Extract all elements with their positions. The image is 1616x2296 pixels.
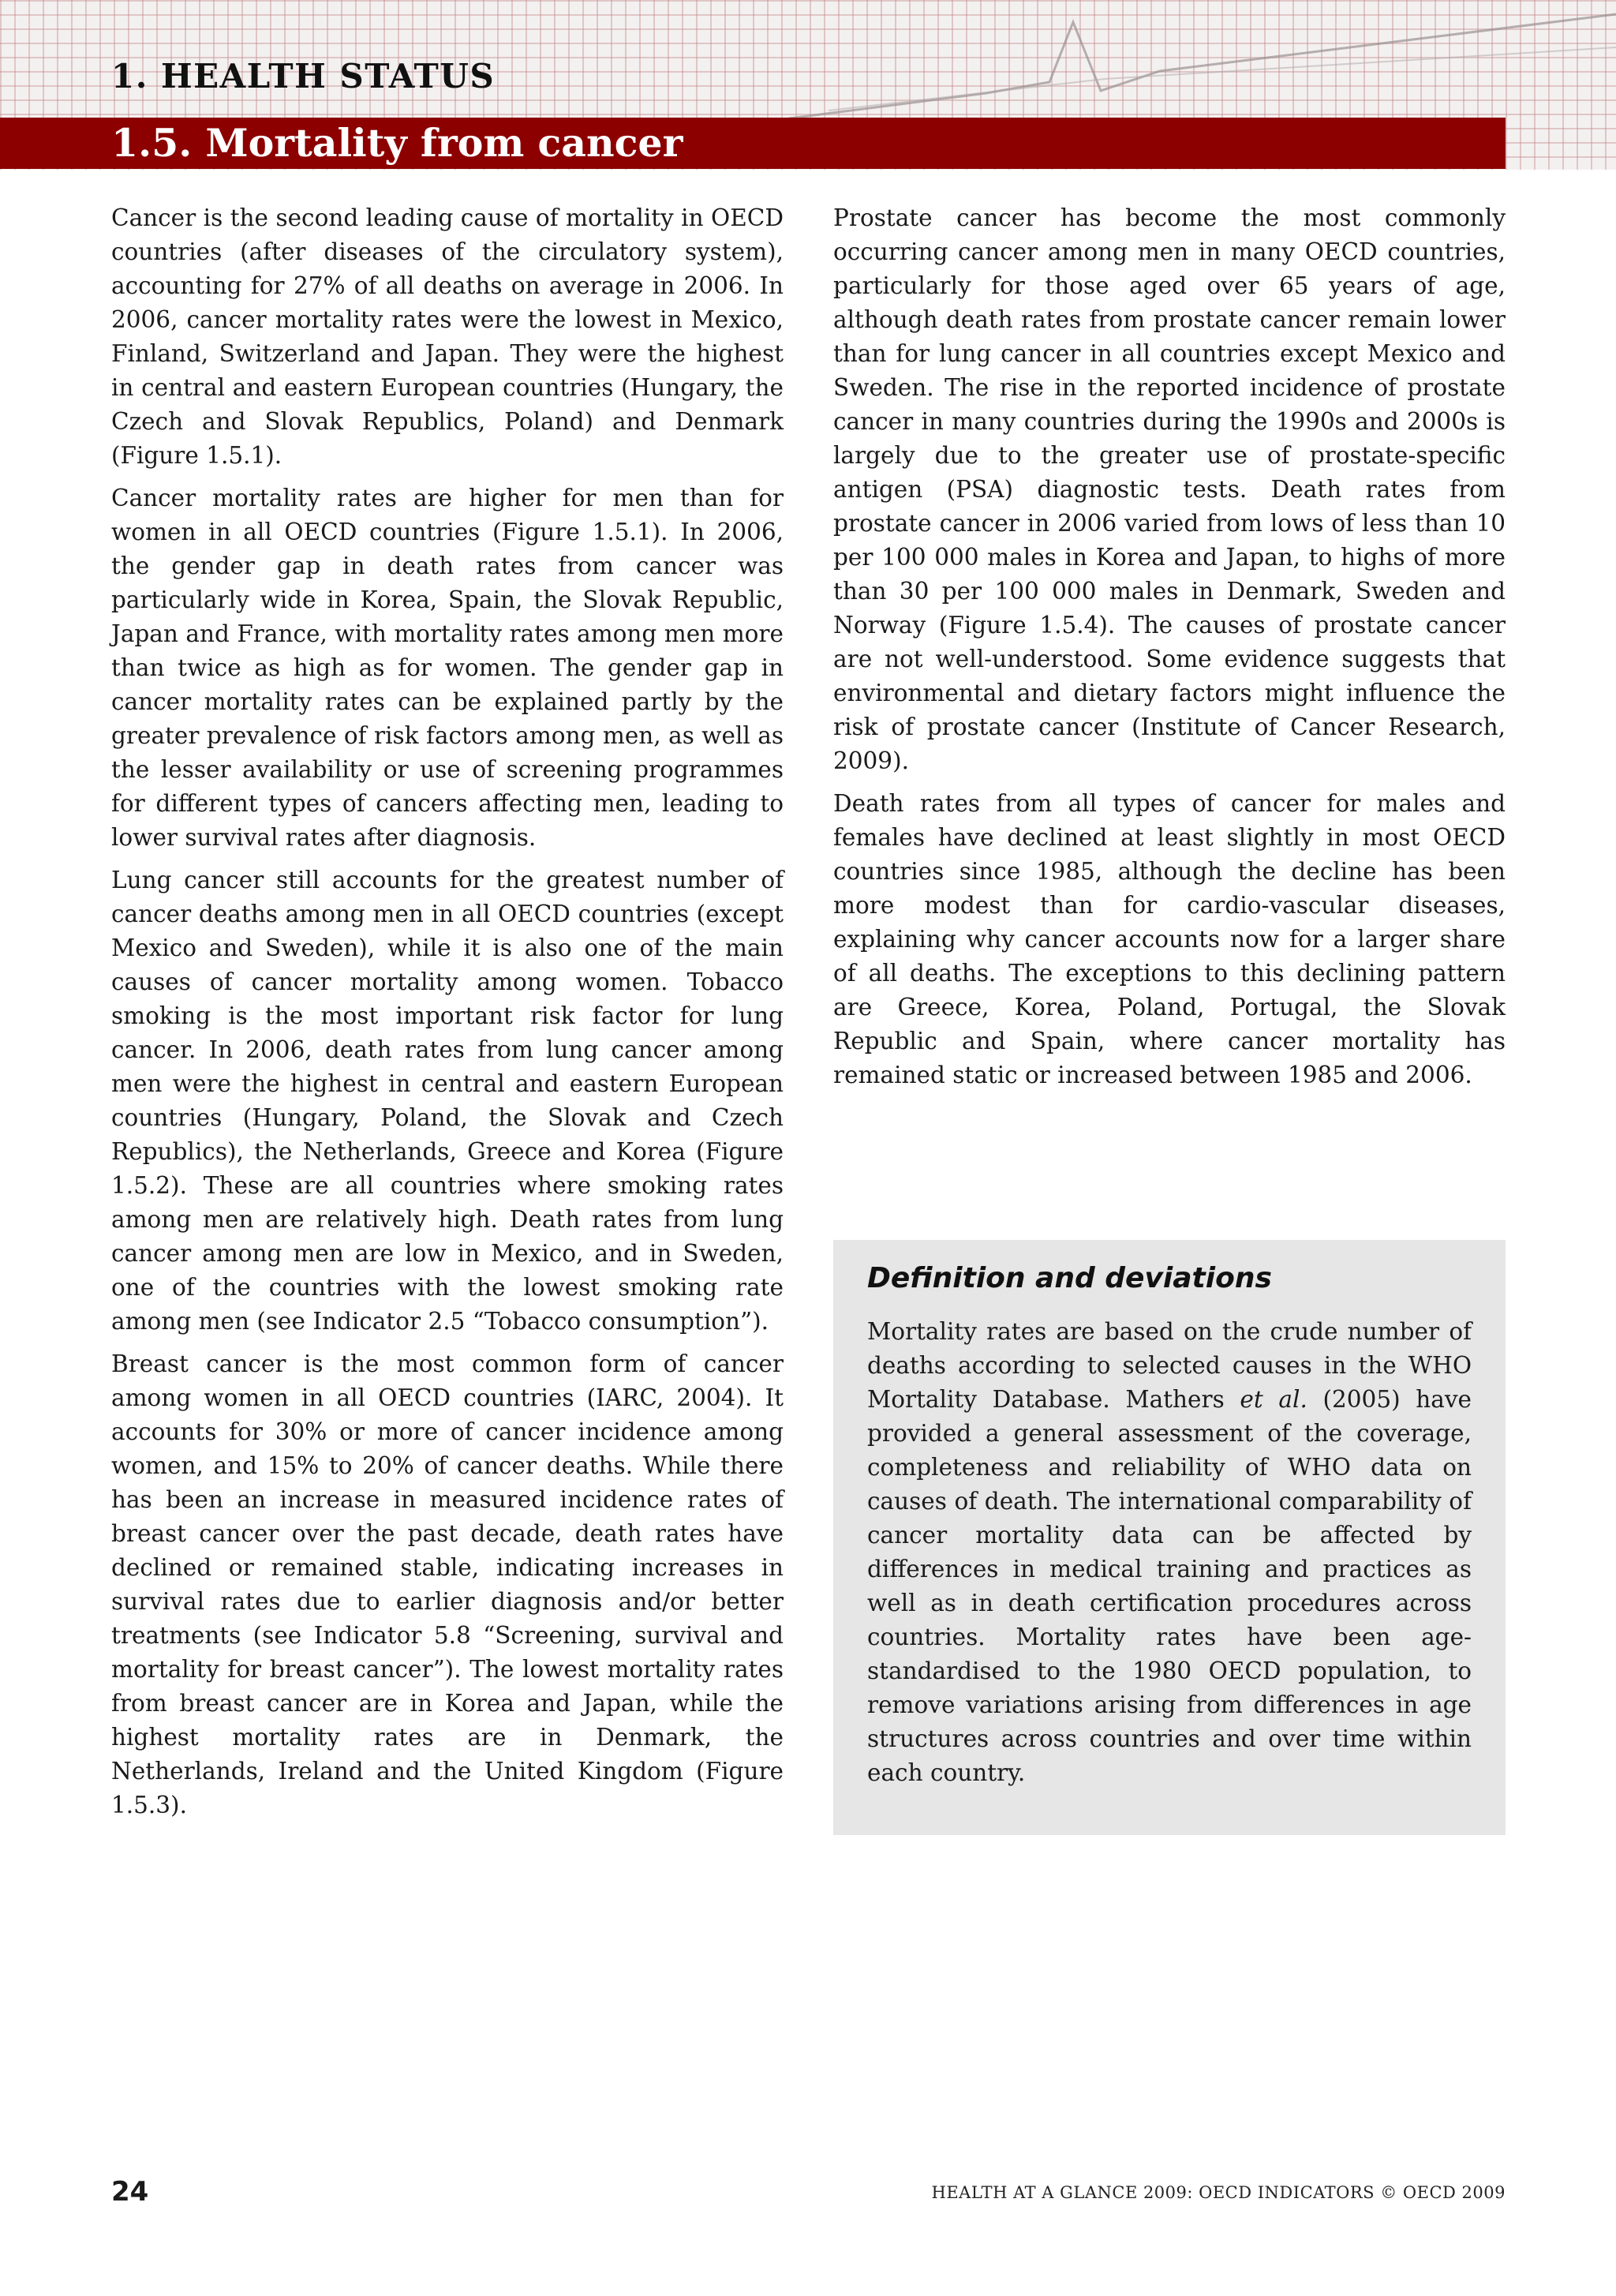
right-column bbox=[833, 201, 1506, 1101]
left-column bbox=[111, 201, 784, 1831]
chapter-title: 1. HEALTH STATUS bbox=[111, 57, 496, 96]
definition-text-part: (2005) have provided a general assessment of the coverage, completeness and reliability of WHO data on causes of death. The international comparability of cancer mortality data can be affected by differences in medical training and practices as well as in death certification procedures across countries. Mortality rates have been age-standardised to the 1980 OECD population, to remove variations arising from differences in age structures across countries and over time within each country. bbox=[867, 1386, 1472, 1786]
definition-text-italic: et al. bbox=[1240, 1386, 1307, 1413]
paragraph: Cancer is the second leading cause of mortality in OECD countries (after diseases of the circulatory system), accounting for 27% of all deaths on average in 2006. In 2006, cancer mortality rates were the lowest in Mexico, Finland, Switzerland and Japan. They were the highest in central and eastern European countries (Hungary, the Czech and Slovak Republics, Poland) and Denmark (Figure 1.5.1). bbox=[111, 204, 784, 469]
footer-publication: HEALTH AT A GLANCE 2009: OECD INDICATORS © OECD 2009 bbox=[931, 2183, 1506, 2202]
paragraph: Death rates from all types of cancer for males and females have declined at least slightly in most OECD countries since 1985, although the decline has been more modest than for cardio-vascular diseases, explaining why cancer accounts now for a larger share of all deaths. The exceptions to this declining pattern are Greece, Korea, Poland, Portugal, the Slovak Republic and Spain, where cancer mortality has remained static or increased between 1985 and 2006. bbox=[833, 790, 1506, 1088]
definition-heading: Definition and deviations bbox=[867, 1262, 1272, 1294]
paragraph: Prostate cancer has become the most commonly occurring cancer among men in many OECD countries, particularly for those aged over 65 years of age, although death rates from prostate cancer remain lower than for lung cancer in all countries except Mexico and Sweden. The rise in the reported incidence of prostate cancer in many countries during the 1990s and 2000s is largely due to the greater use of prostate-specific antigen (PSA) diagnostic tests. Death rates from prostate cancer in 2006 varied from lows of less than 10 per 100 000 males in Korea and Japan, to highs of more than 30 per 100 000 males in Denmark, Sweden and Norway (Figure 1.5.4). The causes of prostate cancer are not well-understood. Some evidence suggests that environmental and dietary factors might influence the risk of prostate cancer (Institute of Cancer Research, 2009). bbox=[833, 204, 1506, 774]
definition-text-part: Mortality rates are based on the crude number of deaths according to selected causes in the WHO Mortality Database. Mathers bbox=[867, 1318, 1472, 1413]
section-title: 1.5. Mortality from cancer bbox=[111, 120, 683, 166]
definition-box bbox=[833, 1240, 1506, 1835]
paragraph: Cancer mortality rates are higher for men than for women in all OECD countries (Figure 1.5.1). In 2006, the gender gap in death rates from cancer was particularly wide in Korea, Spain, the Slovak Republic, Japan and France, with mortality rates among men more than twice as high as for women. The gender gap in cancer mortality rates can be explained partly by the greater prevalence of risk factors among men, as well as the lesser availability or use of screening programmes for different types of cancers affecting men, leading to lower survival rates after diagnosis. bbox=[111, 485, 784, 851]
paragraph: Breast cancer is the most common form of cancer among women in all OECD countries (IARC, 2004). It accounts for 30% or more of cancer incidence among women, and 15% to 20% of cancer deaths. While there has been an increase in measured incidence rates of breast cancer over the past decade, death rates have declined or remained stable, indicating increases in survival rates due to earlier diagnosis and/or better treatments (see Indicator 5.8 “Screening, survival and mortality for breast cancer”). The lowest mortality rates from breast cancer are in Korea and Japan, while the highest mortality rates are in Denmark, the Netherlands, Ireland and the United Kingdom (Figure 1.5.3). bbox=[111, 1350, 784, 1818]
definition-text bbox=[867, 1315, 1472, 1790]
page-number: 24 bbox=[111, 2176, 149, 2208]
paragraph: Lung cancer still accounts for the greatest number of cancer deaths among men in all OECD countries (except Mexico and Sweden), while it is also one of the main causes of cancer mortality among women. Tobacco smoking is the most important risk factor for lung cancer. In 2006, death rates from lung cancer among men were the highest in central and eastern European countries (Hungary, Poland, the Slovak and Czech Republics), the Netherlands, Greece and Korea (Figure 1.5.2). These are all countries where smoking rates among men are relatively high. Death rates from lung cancer among men are low in Mexico, and in Sweden, one of the countries with the lowest smoking rate among men (see Indicator 2.5 “Tobacco consumption”). bbox=[111, 867, 784, 1335]
